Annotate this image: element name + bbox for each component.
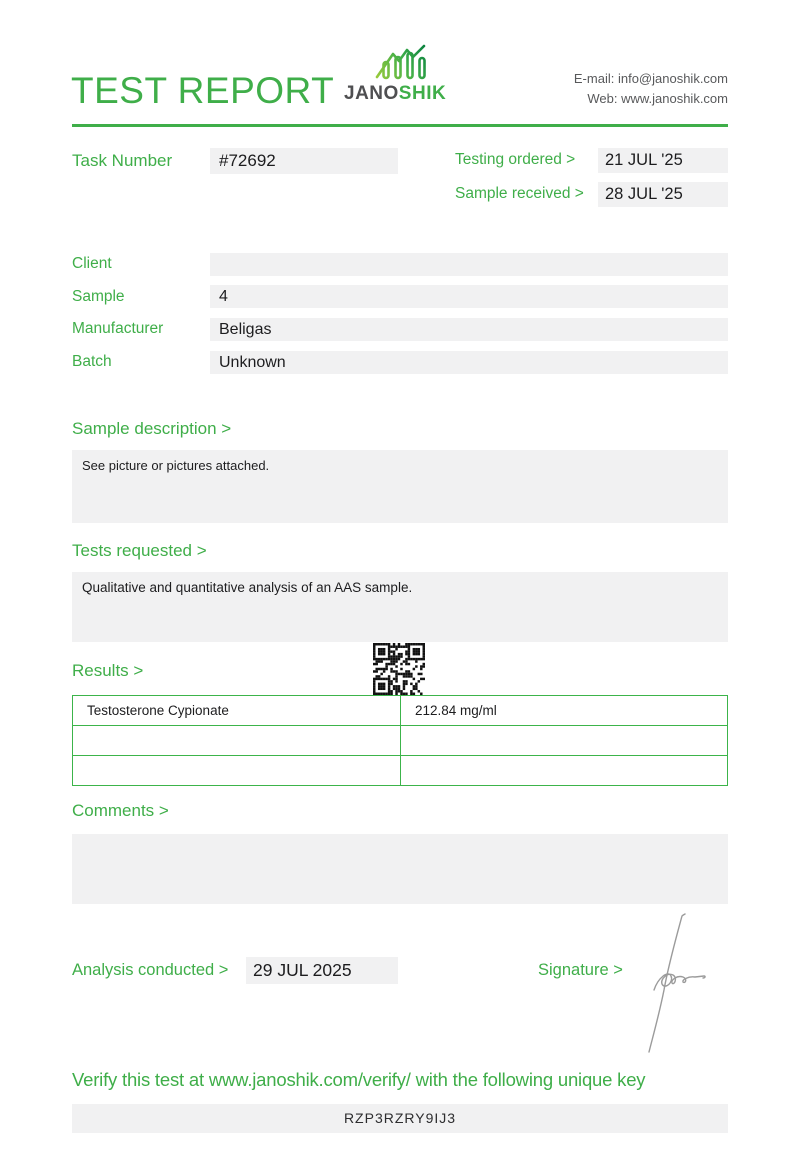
contact-web: Web: www.janoshik.com <box>587 91 728 106</box>
client-label: Client <box>72 255 112 272</box>
qr-code <box>373 643 425 695</box>
result-substance <box>73 726 401 756</box>
contact-email: E-mail: info@janoshik.com <box>573 71 728 86</box>
testing-ordered-value: 21 JUL '25 <box>598 148 728 173</box>
sample-description-heading: Sample description > <box>72 419 232 438</box>
result-value <box>401 726 728 756</box>
header-divider <box>72 124 728 127</box>
sample-value: 4 <box>210 285 728 308</box>
comments-box <box>72 834 728 904</box>
client-value <box>210 253 728 276</box>
contact-info <box>574 69 728 109</box>
table-row <box>73 696 728 726</box>
logo-shik: SHIK <box>398 83 447 104</box>
result-value: 212.84 mg/ml <box>401 696 728 726</box>
page-title: TEST REPORT <box>71 70 335 111</box>
verify-key: RZP3RZRY9IJ3 <box>72 1104 728 1133</box>
signature <box>638 912 748 1062</box>
table-row <box>73 756 728 786</box>
task-number-label: Task Number <box>72 151 173 170</box>
tests-requested-box: Qualitative and quantitative analysis of an AAS sample. <box>72 572 728 642</box>
results-table <box>72 695 728 786</box>
batch-label: Batch <box>72 353 112 370</box>
result-substance <box>73 756 401 786</box>
manufacturer-value: Beligas <box>210 318 728 341</box>
sample-description-box: See picture or pictures attached. <box>72 450 728 523</box>
manufacturer-label: Manufacturer <box>72 320 164 337</box>
janoshik-logo <box>344 83 446 105</box>
results-heading: Results > <box>72 661 144 680</box>
result-value <box>401 756 728 786</box>
signature-label: Signature > <box>538 961 623 979</box>
sample-received-value: 28 JUL '25 <box>598 182 728 207</box>
table-row <box>73 726 728 756</box>
sample-received-label: Sample received > <box>455 185 584 202</box>
logo-jano: JANO <box>344 83 399 104</box>
result-substance: Testosterone Cypionate <box>73 696 401 726</box>
task-number-value: #72692 <box>210 148 398 174</box>
tests-requested-heading: Tests requested > <box>72 541 207 560</box>
analysis-conducted-label: Analysis conducted > <box>72 961 229 979</box>
analysis-conducted-value: 29 JUL 2025 <box>246 957 398 984</box>
batch-value: Unknown <box>210 351 728 374</box>
verify-text: Verify this test at www.janoshik.com/verify/ with the following unique key <box>72 1069 646 1090</box>
sample-label: Sample <box>72 288 125 305</box>
testing-ordered-label: Testing ordered > <box>455 151 576 168</box>
comments-heading: Comments > <box>72 801 169 820</box>
logo-chart-icon <box>374 44 430 87</box>
